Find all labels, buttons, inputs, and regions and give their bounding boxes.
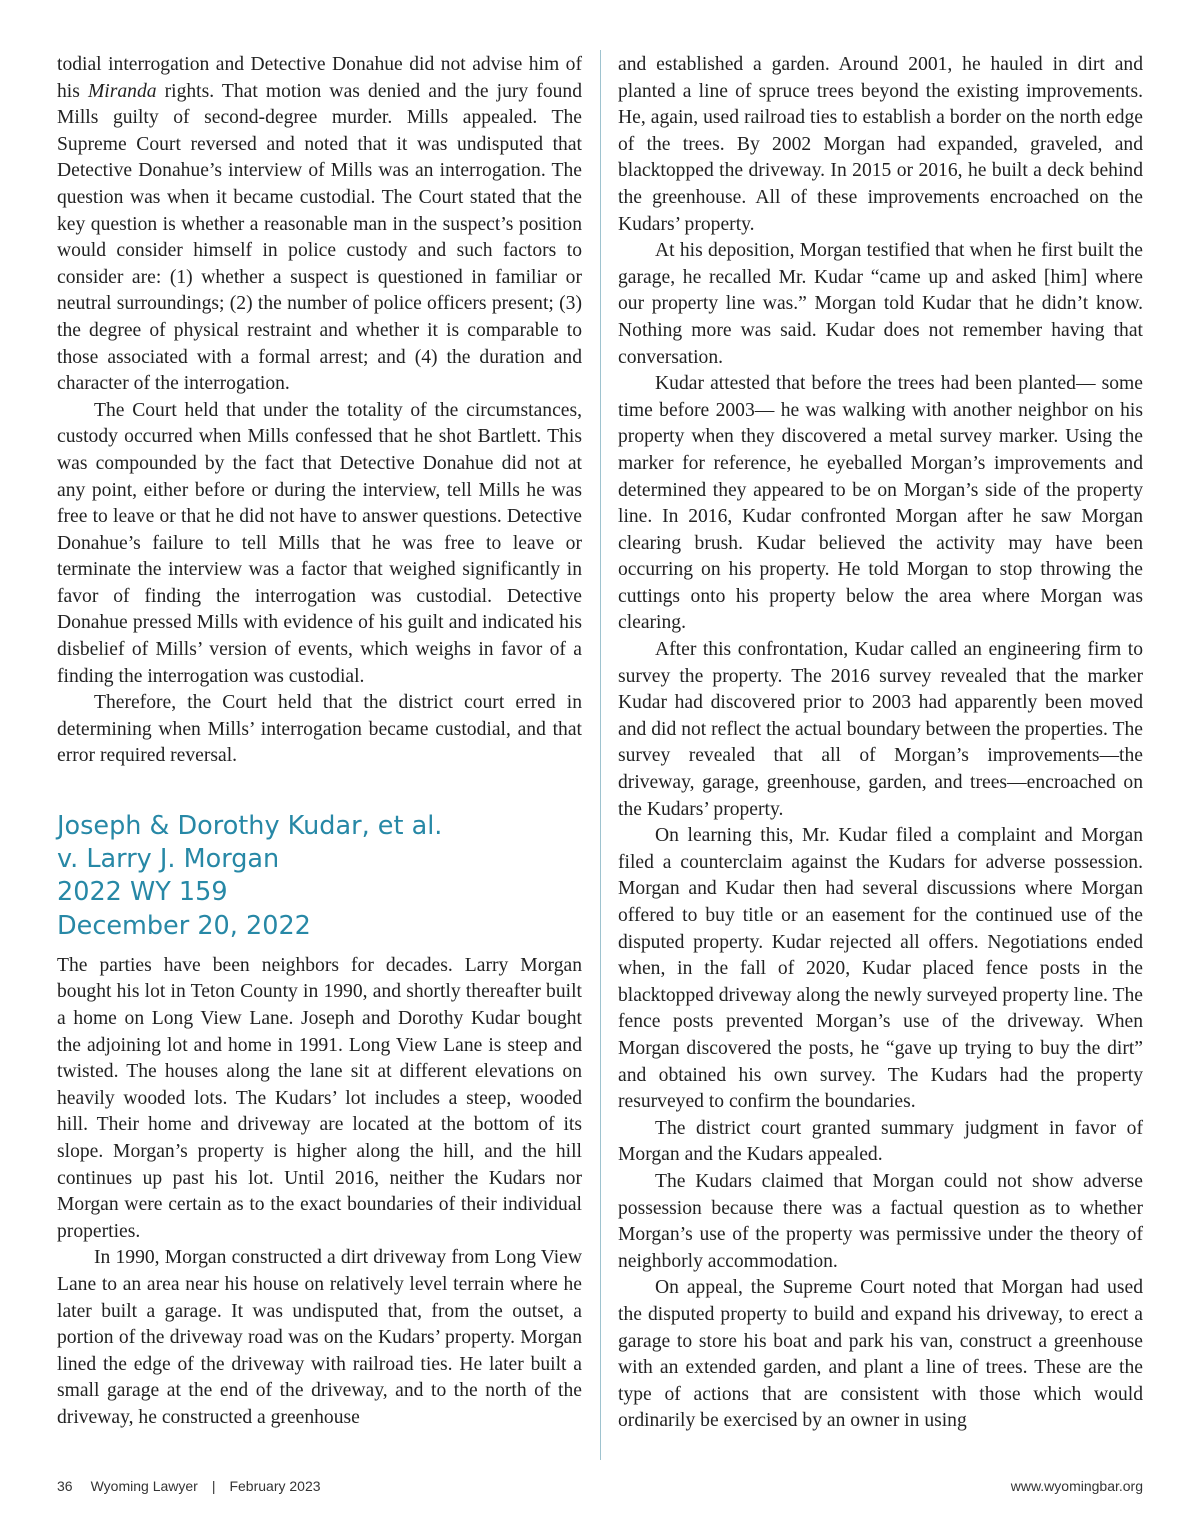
case-title-line: v. Larry J. Morgan bbox=[57, 844, 280, 875]
paragraph-survey-marker: Kudar attested that before the trees had been planted— some time before 2003— he was walking with another neighbor on his property when they discovered a metal survey marker. Using the marker for reference, he eyeballed Morgan’s improvements and determined they appeared to be on Morgan’s side of the property line. In 2016, Kudar confronted Morgan after he saw Morgan clearing brush. Kudar believed the activity may have been occurring on his property. He told Morgan to stop throwing the cuttings onto his property below the area where Morgan was clearing. bbox=[618, 373, 1143, 634]
footer-left bbox=[57, 1478, 321, 1494]
paragraph-appeal: On appeal, the Supreme Court noted that Morgan had used the disputed property to build and expand his driveway, to erect a garage to store his boat and park his van, construct a greenhouse with an extended garden, and plant a line of trees. These are the type of actions that are consistent with those which would ordinarily be exercised by an owner in using bbox=[618, 1277, 1143, 1432]
website-url: www.wyomingbar.org bbox=[1010, 1478, 1143, 1494]
left-column bbox=[57, 52, 582, 1432]
miranda-italic: Miranda bbox=[87, 80, 157, 102]
case-title-line: Joseph & Dorothy Kudar, et al. bbox=[57, 811, 443, 842]
paragraph-garden: and established a garden. Around 2001, he hauled in dirt and planted a line of spruce trees beyond the existing improvements. He, again, used railroad ties to establish a border on the north edge of the trees. By 2002 Morgan had expanded, graveled, and blacktopped the driveway. In 2015 or 2016, he built a deck behind the greenhouse. All of these improvements encroached on the Kudars’ property. bbox=[618, 54, 1143, 235]
paragraph-deposition: At his deposition, Morgan testified that when he first built the garage, he recalled Mr. Kudar “came up and asked [him] where our property line was.” Morgan told Kudar that he didn’t know. Nothing more was said. Kudar does not remember having that conversation. bbox=[618, 240, 1143, 368]
paragraph-conclusion: Therefore, the Court held that the district court erred in determining when Mills’ interrogation became custodial, and that error required reversal. bbox=[57, 692, 582, 767]
column-divider bbox=[600, 50, 601, 1460]
paragraph-custody-holding: The Court held that under the totality of the circumstances, custody occurred when Mills confessed that he shot Bartlett. This was compounded by the fact that Detective Donahue did not at any point, either before or during the interview, tell Mills he was free to leave or that he did not have to answer questions. Detective Donahue’s failure to tell Mills that he was free to leave or terminate the interview was a factor that weighed significantly in favor of finding the interrogation was custodial. Detective Donahue pressed Mills with evidence of his guilt and indicated his disbelief of Mills’ version of events, which weighs in favor of a finding the interrogation was custodial. bbox=[57, 399, 582, 687]
paragraph-driveway: In 1990, Morgan constructed a dirt driveway from Long View Lane to an area near his house on relatively level terrain where he later built a garage. It was undisputed that, from the outset, a portion of the driveway road was on the Kudars’ property. Morgan lined the edge of the driveway with railroad ties. He later built a small garage at the end of the driveway, and to the north of the driveway, he constructed a greenhouse bbox=[57, 1247, 582, 1428]
page-number: 36 bbox=[57, 1478, 73, 1494]
paragraph-text: todial interrogation and Detective Donahue did not advise him of his bbox=[57, 54, 582, 102]
magazine-name: Wyoming Lawyer bbox=[90, 1478, 198, 1494]
footer-separator: | bbox=[211, 1478, 216, 1494]
paragraph-neighbors: The parties have been neighbors for decades. Larry Morgan bought his lot in Teton County in 1990, and shortly thereafter built a home on Long View Lane. Joseph and Dorothy Kudar bought the adjoining lot and home in 1991. Long View Lane is steep and twisted. The houses along the lane sit at different elevations on heavily wooded lots. The Kudars’ lot includes a steep, wooded hill. Their home and driveway are located at the bottom of its slope. Morgan’s property is higher along the hill, and the hill continues up past his lot. Until 2016, neither the Kudars nor Morgan were certain as to the exact boundaries of their individual properties. bbox=[57, 954, 582, 1242]
case-citation: 2022 WY 159 bbox=[57, 877, 228, 908]
paragraph-kudars-claim: The Kudars claimed that Morgan could not show adverse possession because there was a factual question as to whether Morgan’s use of the property was permissive under the theory of neighborly accommodation. bbox=[618, 1170, 1143, 1272]
paragraph-2016-survey: After this confrontation, Kudar called an engineering firm to survey the property. The 2016 survey revealed that the marker Kudar had discovered prior to 2003 had apparently been moved and did not reflect the actual boundary between the properties. The survey revealed that all of Morgan’s improvements—the driveway, garage, greenhouse, garden, and trees—encroached on the Kudars’ property. bbox=[618, 639, 1143, 820]
paragraph-text: rights. That motion was denied and the jury found Mills guilty of second-degree murder. Mills appealed. The Supreme Court reversed and noted that it was undisputed that Detective Donahue’s interview of Mills was an interrogation. The question was when it became custodial. The Court stated that the key question is whether a reasonable man in the suspect’s position would consider himself in police custody and such factors to consider are: (1) whether a suspect is questioned in familiar or neutral surroundings; (2) the number of police officers present; (3) the degree of physical restraint and whether it is comparable to those associated with a formal arrest; and (4) the duration and character of the interrogation. bbox=[57, 80, 583, 395]
paragraph-summary-judgment: The district court granted summary judgment in favor of Morgan and the Kudars appealed. bbox=[618, 1117, 1143, 1166]
right-column bbox=[618, 52, 1143, 1435]
issue-date: February 2023 bbox=[229, 1478, 321, 1494]
paragraph-mills-motion bbox=[57, 52, 582, 398]
case-heading bbox=[57, 810, 582, 943]
case-date: December 20, 2022 bbox=[57, 910, 311, 941]
paragraph-complaint: On learning this, Mr. Kudar filed a complaint and Morgan filed a counterclaim against the Kudars for adverse possession. Morgan and Kudar then had several discussions where Morgan offered to buy title or an easement for the continued use of the disputed property. Kudar rejected all offers. Negotiations ended when, in the fall of 2020, Kudar placed fence posts in the blacktopped driveway along the newly surveyed property line. The fence posts prevented Morgan’s use of the driveway. When Morgan discovered the posts, he “gave up trying to buy the dirt” and obtained his own survey. The Kudars had the property resurveyed to confirm the boundaries. bbox=[618, 825, 1143, 1113]
